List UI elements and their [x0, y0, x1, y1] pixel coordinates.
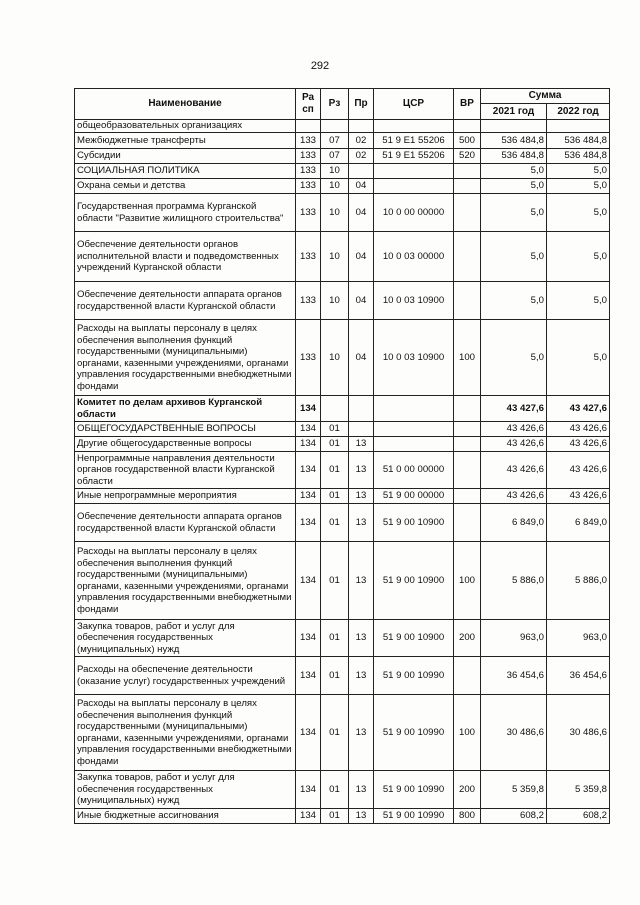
table-row — [75, 771, 610, 809]
cell-rasp: 133 — [296, 164, 321, 179]
cell-sum-2022: 5,0 — [547, 282, 610, 320]
cell-vr — [454, 396, 481, 422]
cell-sum-2021: 5 359,8 — [481, 771, 547, 809]
cell-sum-2021: 5 886,0 — [481, 542, 547, 620]
cell-rasp: 134 — [296, 489, 321, 504]
table-row — [75, 164, 610, 179]
cell-sum-2022: 608,2 — [547, 809, 610, 824]
header-year-2021: 2021 год — [481, 104, 547, 120]
cell-sum-2022: 536 484,8 — [547, 133, 610, 149]
cell-pr: 04 — [349, 282, 374, 320]
header-rasp: Ра сп — [296, 89, 321, 120]
cell-rz: 10 — [321, 232, 349, 282]
cell-vr — [454, 437, 481, 452]
cell-csr: 10 0 03 10900 — [374, 282, 454, 320]
cell-rasp: 133 — [296, 149, 321, 164]
cell-rz: 10 — [321, 194, 349, 232]
cell-rasp: 134 — [296, 657, 321, 695]
cell-name: Расходы на выплаты персоналу в целях обеспечения выполнения функций государственными (муниципальными) органами, казенными учреждениями, органами управления государственными внебюджетными фондами — [75, 320, 296, 396]
cell-name: Закупка товаров, работ и услуг для обеспечения государственных (муниципальных) нужд — [75, 620, 296, 657]
cell-rz: 01 — [321, 695, 349, 771]
cell-sum-2021: 43 426,6 — [481, 422, 547, 437]
cell-csr: 10 0 03 00000 — [374, 232, 454, 282]
cell-rz: 01 — [321, 771, 349, 809]
cell-rz: 10 — [321, 320, 349, 396]
cell-pr: 04 — [349, 232, 374, 282]
table-header — [75, 89, 610, 120]
cell-pr: 13 — [349, 542, 374, 620]
cell-sum-2022: 536 484,8 — [547, 149, 610, 164]
cell-rz: 10 — [321, 282, 349, 320]
cell-csr — [374, 164, 454, 179]
cell-name: Комитет по делам архивов Курганской области — [75, 396, 296, 422]
cell-rz: 07 — [321, 149, 349, 164]
cell-csr: 51 9 00 10990 — [374, 657, 454, 695]
cell-rz — [321, 120, 349, 133]
cell-sum-2022: 43 426,6 — [547, 422, 610, 437]
header-year-2022: 2022 год — [547, 104, 610, 120]
cell-csr: 51 9 00 10990 — [374, 771, 454, 809]
cell-pr: 13 — [349, 695, 374, 771]
cell-sum-2021: 536 484,8 — [481, 133, 547, 149]
cell-name: Расходы на выплаты персоналу в целях обеспечения выполнения функций государственными (муниципальными) органами, казенными учреждениями, органами управления государственными внебюджетными фондами — [75, 695, 296, 771]
cell-rasp: 134 — [296, 422, 321, 437]
cell-rasp: 134 — [296, 542, 321, 620]
table-row — [75, 149, 610, 164]
cell-sum-2022 — [547, 120, 610, 133]
cell-vr — [454, 504, 481, 542]
cell-sum-2022: 43 427,6 — [547, 396, 610, 422]
cell-rasp: 134 — [296, 396, 321, 422]
cell-vr: 100 — [454, 695, 481, 771]
cell-rasp: 133 — [296, 179, 321, 194]
cell-vr — [454, 232, 481, 282]
cell-sum-2021: 5,0 — [481, 194, 547, 232]
cell-sum-2021: 963,0 — [481, 620, 547, 657]
cell-rz: 10 — [321, 164, 349, 179]
cell-rasp: 133 — [296, 282, 321, 320]
cell-name: Иные бюджетные ассигнования — [75, 809, 296, 824]
cell-pr: 04 — [349, 179, 374, 194]
table-row — [75, 452, 610, 489]
table-row — [75, 120, 610, 133]
cell-sum-2021: 43 426,6 — [481, 437, 547, 452]
cell-rasp: 133 — [296, 320, 321, 396]
cell-rasp: 133 — [296, 232, 321, 282]
cell-vr — [454, 282, 481, 320]
table-row — [75, 657, 610, 695]
table-row — [75, 179, 610, 194]
cell-name: Закупка товаров, работ и услуг для обеспечения государственных (муниципальных) нужд — [75, 771, 296, 809]
cell-rz — [321, 396, 349, 422]
cell-pr: 13 — [349, 489, 374, 504]
header-csr: ЦСР — [374, 89, 454, 120]
cell-vr: 520 — [454, 149, 481, 164]
cell-sum-2022: 5,0 — [547, 320, 610, 396]
header-vr: ВР — [454, 89, 481, 120]
cell-pr: 04 — [349, 320, 374, 396]
cell-csr: 51 9 00 10900 — [374, 620, 454, 657]
cell-name: СОЦИАЛЬНАЯ ПОЛИТИКА — [75, 164, 296, 179]
cell-csr: 10 0 03 10900 — [374, 320, 454, 396]
cell-rasp: 134 — [296, 452, 321, 489]
table-row — [75, 489, 610, 504]
cell-rasp: 134 — [296, 437, 321, 452]
cell-rasp — [296, 120, 321, 133]
cell-sum-2021: 608,2 — [481, 809, 547, 824]
cell-rz: 01 — [321, 489, 349, 504]
table-body — [75, 120, 610, 824]
cell-sum-2022: 43 426,6 — [547, 437, 610, 452]
cell-pr — [349, 422, 374, 437]
cell-csr — [374, 179, 454, 194]
cell-sum-2022: 963,0 — [547, 620, 610, 657]
cell-sum-2022: 5,0 — [547, 179, 610, 194]
table-row — [75, 504, 610, 542]
cell-sum-2021: 43 426,6 — [481, 489, 547, 504]
cell-csr — [374, 120, 454, 133]
cell-vr — [454, 164, 481, 179]
cell-csr: 51 9 00 10990 — [374, 695, 454, 771]
cell-rz: 01 — [321, 437, 349, 452]
cell-sum-2022: 43 426,6 — [547, 489, 610, 504]
table-row — [75, 542, 610, 620]
cell-sum-2021: 43 427,6 — [481, 396, 547, 422]
cell-sum-2021: 5,0 — [481, 164, 547, 179]
cell-vr: 100 — [454, 542, 481, 620]
cell-pr: 13 — [349, 452, 374, 489]
cell-rz: 01 — [321, 809, 349, 824]
cell-pr: 04 — [349, 194, 374, 232]
cell-name: Расходы на выплаты персоналу в целях обеспечения выполнения функций государственными (муниципальными) органами, казенными учреждениями, органами управления государственными внебюджетными фондами — [75, 542, 296, 620]
cell-pr: 02 — [349, 133, 374, 149]
cell-csr: 51 9 Е1 55206 — [374, 149, 454, 164]
cell-csr: 51 0 00 00000 — [374, 452, 454, 489]
cell-pr: 13 — [349, 437, 374, 452]
cell-sum-2021: 36 454,6 — [481, 657, 547, 695]
cell-rz: 01 — [321, 504, 349, 542]
cell-pr — [349, 396, 374, 422]
cell-rasp: 134 — [296, 695, 321, 771]
cell-vr — [454, 452, 481, 489]
cell-name: Другие общегосударственные вопросы — [75, 437, 296, 452]
cell-vr: 100 — [454, 320, 481, 396]
table-row — [75, 422, 610, 437]
cell-sum-2022: 6 849,0 — [547, 504, 610, 542]
cell-pr — [349, 120, 374, 133]
cell-vr — [454, 194, 481, 232]
cell-rz: 07 — [321, 133, 349, 149]
cell-csr: 51 9 00 00000 — [374, 489, 454, 504]
table-row — [75, 396, 610, 422]
cell-pr: 13 — [349, 657, 374, 695]
table-row — [75, 695, 610, 771]
cell-csr: 51 9 00 10900 — [374, 542, 454, 620]
page-number: 292 — [310, 60, 330, 72]
table-row — [75, 232, 610, 282]
cell-pr: 02 — [349, 149, 374, 164]
cell-rz: 01 — [321, 657, 349, 695]
cell-pr: 13 — [349, 620, 374, 657]
table-row — [75, 809, 610, 824]
cell-pr: 13 — [349, 771, 374, 809]
cell-csr — [374, 396, 454, 422]
cell-rasp: 133 — [296, 133, 321, 149]
cell-vr: 500 — [454, 133, 481, 149]
cell-rasp: 134 — [296, 504, 321, 542]
cell-csr: 51 9 Е1 55206 — [374, 133, 454, 149]
budget-table — [74, 88, 610, 824]
cell-rz: 01 — [321, 620, 349, 657]
cell-name: общеобразовательных организациях — [75, 120, 296, 133]
cell-pr: 13 — [349, 504, 374, 542]
cell-vr — [454, 657, 481, 695]
cell-sum-2022: 5,0 — [547, 194, 610, 232]
cell-name: Обеспечение деятельности аппарата органов государственной власти Курганской области — [75, 282, 296, 320]
cell-vr — [454, 422, 481, 437]
cell-sum-2022: 5 359,8 — [547, 771, 610, 809]
cell-sum-2022: 5,0 — [547, 232, 610, 282]
cell-name: Субсидии — [75, 149, 296, 164]
cell-sum-2022: 43 426,6 — [547, 452, 610, 489]
cell-sum-2022: 30 486,6 — [547, 695, 610, 771]
table-row — [75, 437, 610, 452]
cell-vr: 800 — [454, 809, 481, 824]
header-name: Наименование — [75, 89, 296, 120]
cell-name: Расходы на обеспечение деятельности (оказание услуг) государственных учреждений — [75, 657, 296, 695]
cell-name: Охрана семьи и детства — [75, 179, 296, 194]
cell-sum-2022: 5,0 — [547, 164, 610, 179]
cell-vr — [454, 489, 481, 504]
cell-name: Межбюджетные трансферты — [75, 133, 296, 149]
cell-vr: 200 — [454, 771, 481, 809]
cell-sum-2021: 6 849,0 — [481, 504, 547, 542]
cell-sum-2022: 36 454,6 — [547, 657, 610, 695]
table-row — [75, 194, 610, 232]
cell-name: Обеспечение деятельности аппарата органов государственной власти Курганской области — [75, 504, 296, 542]
cell-vr: 200 — [454, 620, 481, 657]
cell-rz: 01 — [321, 542, 349, 620]
cell-rasp: 134 — [296, 620, 321, 657]
cell-sum-2021: 5,0 — [481, 282, 547, 320]
cell-rasp: 134 — [296, 771, 321, 809]
cell-rz: 01 — [321, 452, 349, 489]
cell-sum-2022: 5 886,0 — [547, 542, 610, 620]
cell-pr — [349, 164, 374, 179]
cell-csr: 51 9 00 10900 — [374, 504, 454, 542]
cell-vr — [454, 179, 481, 194]
cell-csr: 51 9 00 10990 — [374, 809, 454, 824]
cell-name: Обеспечение деятельности органов исполнительной власти и подведомственных учреждений Курганской области — [75, 232, 296, 282]
cell-csr — [374, 422, 454, 437]
cell-sum-2021: 30 486,6 — [481, 695, 547, 771]
table-row — [75, 620, 610, 657]
table-row — [75, 282, 610, 320]
cell-name: Непрограммные направления деятельности органов государственной власти Курганской области — [75, 452, 296, 489]
cell-rasp: 133 — [296, 194, 321, 232]
cell-vr — [454, 120, 481, 133]
cell-csr — [374, 437, 454, 452]
cell-csr: 10 0 00 00000 — [374, 194, 454, 232]
cell-name: Государственная программа Курганской области "Развитие жилищного строительства" — [75, 194, 296, 232]
cell-pr: 13 — [349, 809, 374, 824]
cell-rasp: 134 — [296, 809, 321, 824]
table-row — [75, 320, 610, 396]
cell-rz: 01 — [321, 422, 349, 437]
cell-sum-2021 — [481, 120, 547, 133]
header-sum: Сумма — [481, 89, 610, 104]
cell-sum-2021: 5,0 — [481, 179, 547, 194]
table-row — [75, 133, 610, 149]
cell-sum-2021: 5,0 — [481, 232, 547, 282]
cell-name: ОБЩЕГОСУДАРСТВЕННЫЕ ВОПРОСЫ — [75, 422, 296, 437]
header-pr: Пр — [349, 89, 374, 120]
cell-sum-2021: 43 426,6 — [481, 452, 547, 489]
cell-sum-2021: 536 484,8 — [481, 149, 547, 164]
cell-rz: 10 — [321, 179, 349, 194]
cell-sum-2021: 5,0 — [481, 320, 547, 396]
cell-name: Иные непрограммные мероприятия — [75, 489, 296, 504]
header-rz: Рз — [321, 89, 349, 120]
